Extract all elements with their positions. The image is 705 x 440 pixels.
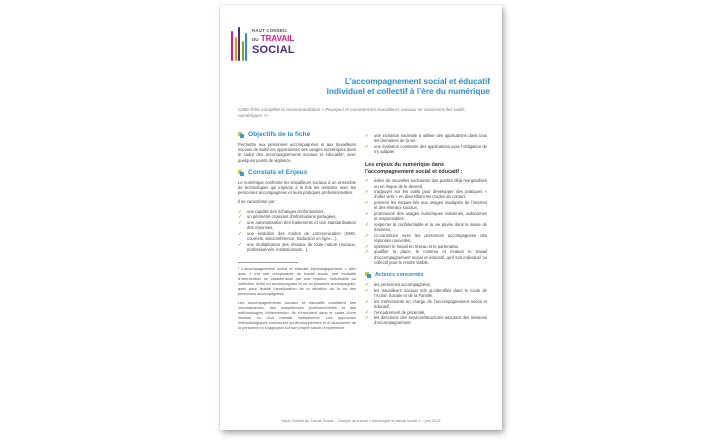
acteurs-heading: [365, 271, 487, 279]
check-icon: ✓: [365, 243, 369, 249]
check-icon: ✓: [238, 208, 242, 214]
title-line-1: L’accompagnement social et éducatif: [344, 77, 490, 86]
page-footer: Haut Conseil du Travail Social – Groupe de travail « numérique et travail social » – juin 2019: [281, 418, 441, 423]
logo-line-3: SOCIAL: [252, 44, 295, 56]
logo-line-1: HAUT CONSEIL: [252, 28, 288, 33]
check-icon: ✓: [365, 133, 369, 138]
check-icon: ✓: [238, 230, 242, 236]
list-item: ✓ les intervenants en charge de l’accompagnement social et éducatif,: [365, 298, 487, 309]
check-icon: ✓: [365, 315, 369, 321]
constats-heading: [238, 169, 356, 177]
list-item: ✓ une multiplication des réseaux de toute nature (sociaux, professionnels, institutionnels…),: [238, 241, 356, 253]
title-line-2: individuel et collectif à l’ère du numérique: [326, 87, 490, 96]
check-icon: ✓: [365, 200, 369, 206]
logo-bar: [231, 31, 233, 61]
list-item: ✓ une évolution constante des applications avec l’obligation de s’y adapter.: [365, 143, 487, 155]
list-item: ✓ une automatisation des traitements et une standardisation des réponses,: [238, 220, 356, 231]
list-item: ✓ une incitation sociétale à utiliser des applications dans tous les domaines de la vie,: [365, 133, 487, 144]
check-icon: ✓: [365, 189, 369, 195]
section-marker-icon: [238, 170, 244, 176]
check-icon: ✓: [365, 298, 369, 304]
check-icon: ✓: [365, 178, 369, 184]
constats-heading-text: Constats et Enjeux: [248, 168, 308, 176]
check-icon: ✓: [365, 232, 369, 238]
list-item: ✓ les directions des services/structures assurant des missions d’accompagnement.: [365, 315, 487, 326]
check-icon: ✓: [365, 282, 369, 288]
intro-text: Cette fiche complète la recommandation « Pourquoi et comment les travailleurs sociaux se saisissent des outils numériques ?»: [238, 107, 465, 118]
document-title: [260, 77, 490, 97]
list-item: ✓ qualifier la place, le contenu et évaluer le travail d’accompagnement social et éducatif, qu’il soit individuel ou collectif pour le rendre visible.: [365, 249, 487, 265]
check-icon: ✓: [238, 241, 242, 247]
footnote-2: Les accompagnements sociaux et éducatifs mobilisent des connaissances, des compétences professionnelles et des méthodologies d’intervention. Ils s’inscrivent dans le cadre d’une mission ou d’un mandat institutionnel. Les approches méthodologiques concourent au développement et à l’autonomie de la personne en s’appuyant sur son propre savoir d’expérience.: [238, 300, 356, 331]
logo-du: DU: [252, 37, 259, 42]
list-item: ✓ une rapidité des échanges d’informations,: [238, 208, 325, 214]
constats-text: Le numérique confronte les travailleurs sociaux à un ensemble de technologies qui impacte à la fois les relations avec les personnes accompagnées et leurs pratiques professionnelles.: [238, 179, 356, 196]
list-item: ✓ co-construire avec les personnes accompagnées des réponses nouvelles,: [365, 232, 487, 244]
logo-bar: [245, 33, 247, 61]
logo-bar: [242, 41, 244, 61]
list-item: ✓ éviter de nouvelles exclusions des publics déjà marginalisés ou en risque de le devenir,: [365, 178, 487, 189]
list-item: ✓ une évolution des modes de communication (SMS, courriels, visioconférence, traduction en ligne…),: [238, 230, 356, 242]
logo-line-2: [252, 34, 294, 43]
footnote-separator: [238, 262, 298, 263]
constats-list: [238, 209, 356, 253]
hcts-logo: [231, 27, 311, 67]
right-column: [365, 133, 487, 330]
enjeux-list: [365, 178, 487, 265]
list-item: ✓ respecter la confidentialité et la vie privée dans la saisie de données,: [365, 221, 487, 233]
list-item: ✓ les travailleurs sociaux tels qu’identifiés dans le Code de l’Action Sociale et de la Famille,: [365, 287, 487, 298]
left-column: [238, 131, 356, 334]
check-icon: ✓: [365, 211, 369, 217]
list-item: ✓ les personnes accompagnées,: [365, 282, 431, 288]
check-icon: ✓: [365, 309, 369, 315]
enjeux-heading: Les enjeux du numérique dans l’accompagnement social et éducatif :: [365, 162, 463, 175]
list-item: ✓ promouvoir des usages numériques raisonnés, autonomes et responsables,: [365, 211, 487, 222]
logo-travail: TRAVAIL: [260, 34, 295, 43]
acteurs-heading-text: Acteurs concernés: [375, 272, 424, 279]
check-icon: ✓: [365, 249, 369, 255]
list-item: ✓ prévenir les risques liés aux usages inadaptés de l’internet et des réseaux sociaux,: [365, 200, 487, 211]
list-item: ✓ s’appuyer sur les outils pour développer des pratiques « d’aller vers » en diversifiant les modes de contact,: [365, 189, 487, 200]
section-marker-icon: [365, 272, 371, 278]
objectifs-heading-text: Objectifs de la fiche: [248, 131, 311, 138]
logo-bar: [238, 27, 240, 61]
document-page: [220, 5, 502, 430]
check-icon: ✓: [238, 214, 242, 220]
check-icon: ✓: [365, 221, 369, 227]
acteurs-list: [365, 282, 487, 326]
check-icon: ✓: [238, 220, 242, 226]
list-item: ✓ l’encadrement de proximité,: [365, 309, 426, 315]
logo-bar: [235, 37, 237, 61]
logo-bars-icon: [231, 27, 251, 61]
section-marker-icon: [238, 132, 244, 138]
list-item: ✓ un périmètre croissant d’informations partagées,: [238, 214, 337, 220]
objectifs-heading: [238, 131, 356, 139]
footnote-1: ¹ L’accompagnement social et éducatif étymologiquement « aller avec » est une composante du travail social, une modalité d’intervention se caractérisant par une relation, individuelle ou collective, entre un accompagnant et un ou plusieurs accompagnés, avec pour finalité l’amélioration de la situation de la ou des personnes accompagnées.: [238, 266, 356, 297]
check-icon: ✓: [365, 143, 369, 149]
list-item: ✓ optimiser le travail en réseau et le partenariat,: [365, 243, 459, 249]
caracterise-text: Il se caractérise par :: [238, 199, 277, 205]
constats-list-continued: [365, 133, 487, 154]
objectifs-text: Permettre aux personnes accompagnées et aux travailleurs sociaux de saisir les opportunités des usages numériques dans le cadre des accompagnements sociaux et éducatifs¹, avec quelques points de vigilance.: [238, 142, 356, 163]
check-icon: ✓: [365, 287, 369, 293]
